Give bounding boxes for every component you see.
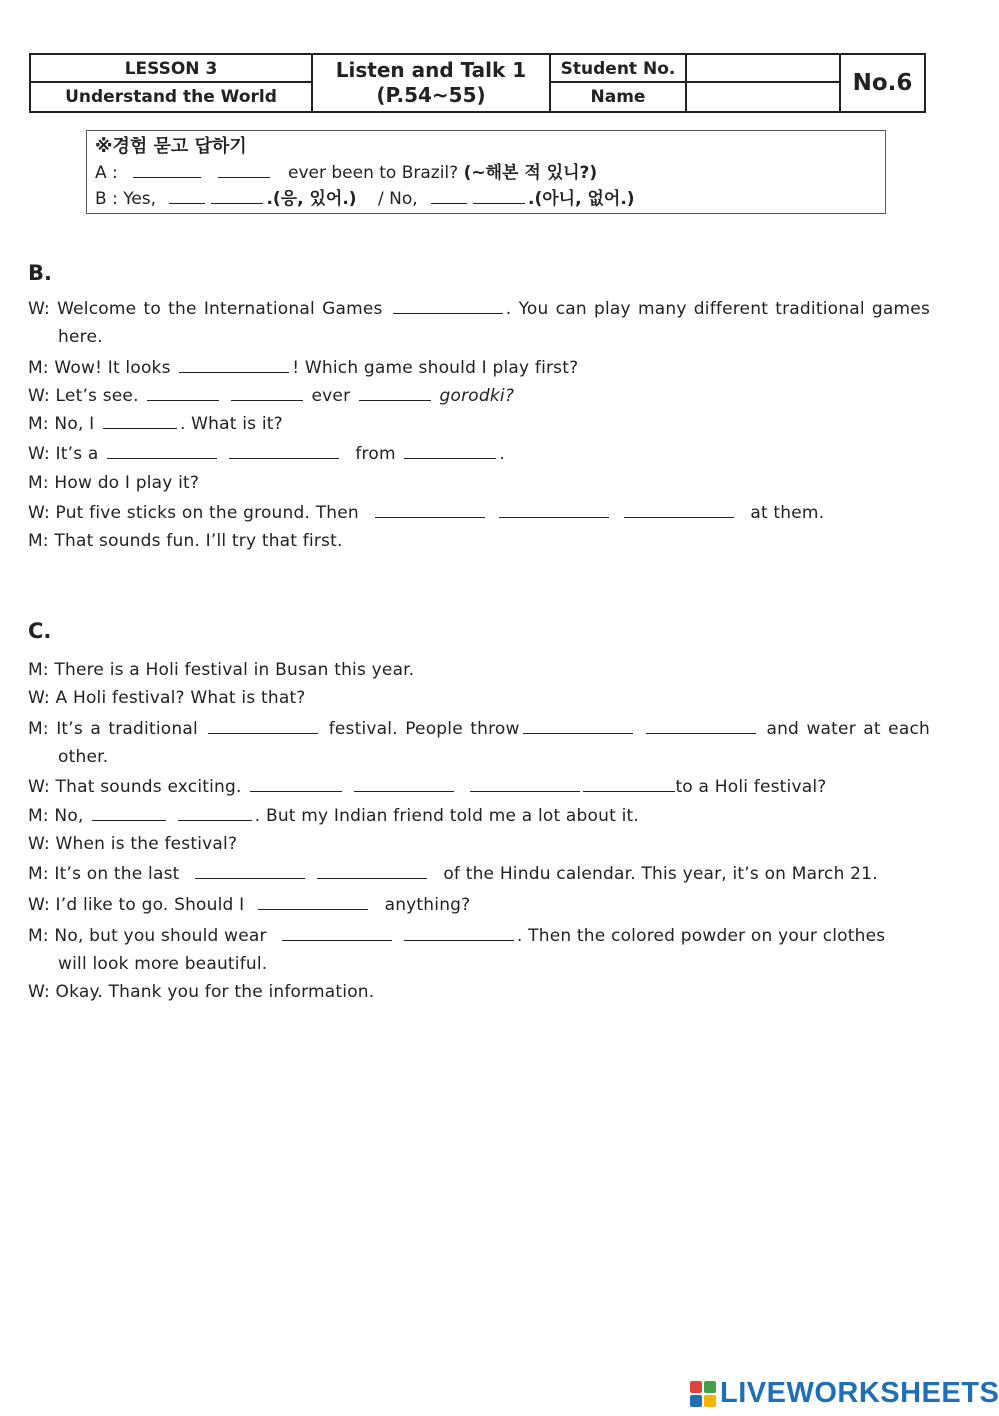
- divider: [31, 81, 311, 83]
- blank[interactable]: [147, 386, 219, 401]
- name-label: Name: [590, 87, 646, 107]
- dialogue-line: W: When is the festival?: [28, 834, 238, 854]
- header-table: [29, 53, 926, 113]
- dialogue-line: W: A Holi festival? What is that?: [28, 688, 306, 708]
- blank[interactable]: [470, 777, 580, 792]
- dialogue-line: M: That sounds fun. I’ll try that first.: [28, 531, 343, 551]
- blank[interactable]: [404, 926, 514, 941]
- dialogue-line: here.: [58, 327, 103, 347]
- grammar-box: [86, 130, 886, 214]
- blank[interactable]: [258, 895, 368, 910]
- student-no-label: Student No.: [560, 58, 676, 79]
- student-no-field[interactable]: [687, 55, 839, 82]
- dialogue-line: M: No, . But my Indian friend told me a lot about it.: [28, 806, 639, 826]
- divider: [549, 81, 839, 83]
- divider: [685, 55, 687, 111]
- dialogue-line: W: It’s a from .: [28, 444, 505, 464]
- dialogue-line: M: No, but you should wear . Then the colored powder on your clothes: [28, 926, 886, 946]
- divider: [839, 55, 841, 111]
- blank[interactable]: [646, 719, 756, 734]
- liveworksheets-logo[interactable]: [690, 1377, 999, 1410]
- blank[interactable]: [103, 414, 177, 429]
- blank[interactable]: [169, 189, 205, 204]
- dialogue-line: M: It’s on the last of the Hindu calendar. This year, it’s on March 21.: [28, 864, 878, 884]
- box-line-b: B : Yes, .(응, 있어.) / No, .(아니, 없어.): [95, 189, 635, 209]
- dialogue-line: M: How do I play it?: [28, 473, 200, 493]
- blank[interactable]: [282, 926, 392, 941]
- blank[interactable]: [133, 163, 201, 178]
- dialogue-line: W: Let’s see. ever gorodki?: [28, 386, 515, 406]
- unit-cell: Understand the World: [65, 87, 277, 107]
- blank[interactable]: [229, 444, 339, 459]
- lesson-cell: LESSON 3: [124, 58, 218, 79]
- blank[interactable]: [208, 719, 318, 734]
- blank[interactable]: [499, 503, 609, 518]
- dialogue-line: W: Put five sticks on the ground. Then at them.: [28, 503, 825, 523]
- blank[interactable]: [523, 719, 633, 734]
- divider: [549, 55, 551, 111]
- blank[interactable]: [354, 777, 454, 792]
- dialogue-line: W: Okay. Thank you for the information.: [28, 982, 375, 1002]
- dialogue-line: W: That sounds exciting. to a Holi festival?: [28, 777, 827, 797]
- dialogue-line: other.: [58, 747, 109, 767]
- blank[interactable]: [195, 864, 305, 879]
- blank[interactable]: [179, 358, 289, 373]
- blank[interactable]: [393, 299, 503, 314]
- logo-text: LIVEWORKSHEETS: [720, 1377, 999, 1409]
- blank[interactable]: [624, 503, 734, 518]
- worksheet-number: No.6: [852, 70, 913, 96]
- blank[interactable]: [359, 386, 431, 401]
- blank[interactable]: [250, 777, 342, 792]
- blank[interactable]: [375, 503, 485, 518]
- blank[interactable]: [431, 189, 467, 204]
- divider: [311, 55, 313, 111]
- dialogue-line: W: Welcome to the International Games . You can play many different traditional games: [28, 299, 931, 319]
- dialogue-line: M: There is a Holi festival in Busan this year.: [28, 660, 415, 680]
- blank[interactable]: [218, 163, 270, 178]
- dialogue-line: M: Wow! It looks ! Which game should I play first?: [28, 358, 579, 378]
- dialogue-line: will look more beautiful.: [58, 954, 268, 974]
- title-line2: (P.54~55): [376, 83, 486, 107]
- section-b-label: B.: [28, 261, 52, 285]
- name-field[interactable]: [687, 83, 839, 111]
- blank[interactable]: [107, 444, 217, 459]
- dialogue-line: M: No, I . What is it?: [28, 414, 283, 434]
- blank[interactable]: [404, 444, 496, 459]
- box-title: ※경험 묻고 답하기: [95, 136, 247, 157]
- blank[interactable]: [92, 806, 166, 821]
- blank[interactable]: [178, 806, 252, 821]
- title-line1: Listen and Talk 1: [335, 58, 527, 82]
- logo-grid-icon: [690, 1381, 716, 1407]
- blank[interactable]: [473, 189, 525, 204]
- dialogue-line: M: It’s a traditional festival. People throw and water at each: [28, 719, 930, 739]
- section-c-label: C.: [28, 619, 52, 643]
- box-line-a: A : ever been to Brazil? (~해본 적 있니?): [95, 163, 598, 183]
- blank[interactable]: [231, 386, 303, 401]
- blank[interactable]: [583, 777, 675, 792]
- blank[interactable]: [211, 189, 263, 204]
- dialogue-line: W: I’d like to go. Should I anything?: [28, 895, 471, 915]
- blank[interactable]: [317, 864, 427, 879]
